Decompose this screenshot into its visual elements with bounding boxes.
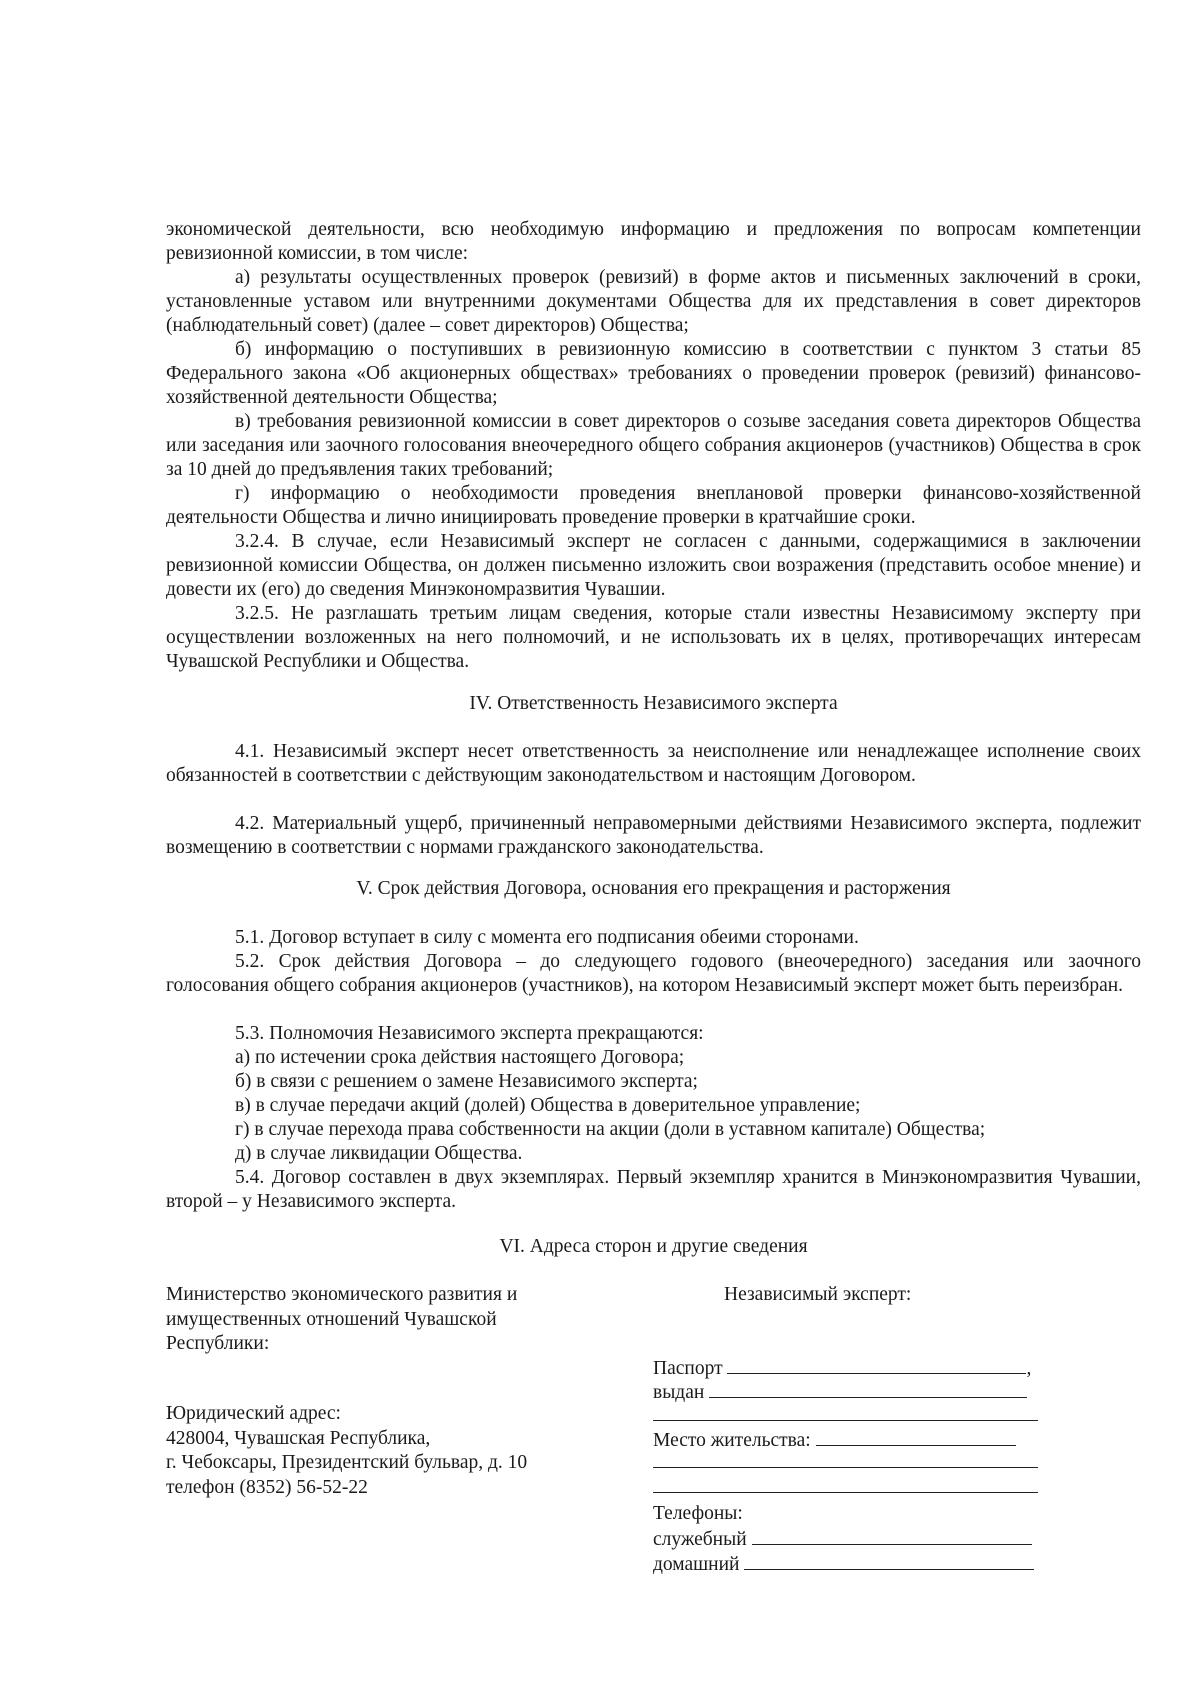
address-line1: 428004, Чувашская Республика,	[166, 1427, 431, 1449]
paragraph-3-2-4: 3.2.4. В случае, если Независимый эксперт не согласен с данными, содержащимися в заключении ревизионной комиссии Общества, он должен письменно изложить свои возражения (представить особое мнение) и довести их (его) до сведения Минэкономразвития Чувашии.	[166, 531, 1141, 600]
home-phone-label: домашний	[653, 1554, 740, 1575]
residence-row	[653, 1427, 1016, 1453]
expert-title: Независимый эксперт:	[724, 1284, 912, 1305]
paragraph-5-3: 5.3. Полномочия Независимого эксперта прекращаются:	[235, 1023, 704, 1044]
ministry-phone: телефон (8352) 56-52-22	[166, 1476, 368, 1498]
list-item-g: г) в случае перехода права собственности на акции (доли в уставном капитале) Общества;	[235, 1119, 986, 1140]
home-phone-field[interactable]	[744, 1551, 1034, 1570]
ministry-name-line3: Республики:	[166, 1333, 270, 1354]
phones-label: Телефоны:	[653, 1503, 743, 1524]
section-heading-v: V. Срок действия Договора, основания его прекращения и расторжения	[356, 878, 951, 899]
paragraph-4-1: 4.1. Независимый эксперт несет ответственность за неисполнение или ненадлежащее исполнение своих обязанностей в соответствии с действующим законодательством и настоящим Договором.	[166, 741, 1141, 786]
ministry-block	[166, 1283, 606, 1357]
list-item-d: д) в случае ликвидации Общества.	[235, 1143, 523, 1164]
work-phone-field[interactable]	[752, 1526, 1032, 1545]
section-heading-vi: VI. Адреса сторон и другие сведения	[499, 1236, 808, 1257]
ministry-address-block	[166, 1402, 606, 1500]
issued-label: выдан	[653, 1382, 705, 1403]
residence-label: Место жительства:	[653, 1430, 811, 1451]
paragraph-item-a: а) результаты осуществленных проверок (ревизий) в форме актов и письменных заключений в сроки, установленные уставом или внутренними документами Общества для их представления в совет директоров (наблюдательный совет) (далее – совет директоров) Общества;	[166, 267, 1141, 336]
residence-field-line3[interactable]	[653, 1492, 1038, 1493]
issued-field-continuation[interactable]	[653, 1420, 1038, 1421]
work-phone-label: служебный	[653, 1529, 747, 1550]
list-item-v: в) в случае передачи акций (долей) Общества в доверительное управление;	[235, 1095, 861, 1116]
paragraph-3-2-5: 3.2.5. Не разглашать третьим лицам сведения, которые стали известны Независимому эксперту при осуществлении возложенных на него полномочий, и не использовать их в целях, противоречащих интересам Чувашской Республики и Общества.	[166, 603, 1141, 672]
paragraph-4-2: 4.2. Материальный ущерб, причиненный неправомерными действиями Независимого эксперта, подлежит возмещению в соответствии с нормами гражданского законодательства.	[166, 813, 1141, 858]
paragraph-item-v: в) требования ревизионной комиссии в совет директоров о созыве заседания совета директоров Общества или заседания или заочного голосования внеочередного общего собрания акционеров (участников) Общества в срок за 10 дней до предъявления таких требований;	[166, 411, 1141, 480]
passport-row	[653, 1355, 1031, 1381]
list-item-a: а) по истечении срока действия настоящего Договора;	[235, 1047, 685, 1068]
ministry-name-line2: имущественных отношений Чувашской	[166, 1308, 497, 1330]
passport-label: Паспорт	[653, 1358, 723, 1379]
paragraph-5-2: 5.2. Срок действия Договора – до следующего годового (внеочередного) заседания или заочного голосования общего собрания акционеров (участников), на котором Независимый эксперт может быть переизбран.	[166, 951, 1141, 996]
paragraph-intro: экономической деятельности, всю необходимую информацию и предложения по вопросам компетенции ревизионной комиссии, в том числе:	[166, 219, 1141, 264]
residence-field-line2[interactable]	[653, 1467, 1038, 1468]
section-heading-iv: IV. Ответственность Независимого эксперта	[469, 693, 838, 714]
issued-row	[653, 1379, 1027, 1405]
address-line2: г. Чебоксары, Президентский бульвар, д. 10	[166, 1452, 528, 1473]
address-label: Юридический адрес:	[166, 1403, 341, 1424]
list-item-b: б) в связи с решением о замене Независимого эксперта;	[235, 1071, 698, 1092]
paragraph-item-g: г) информацию о необходимости проведения внеплановой проверки финансово-хозяйственной деятельности Общества и лично инициировать проведение проверки в кратчайшие сроки.	[166, 483, 1141, 528]
passport-comma: ,	[1026, 1358, 1032, 1379]
issued-field[interactable]	[709, 1379, 1027, 1398]
paragraph-item-b: б) информацию о поступивших в ревизионную комиссию в соответствии с пунктом 3 статьи 85 Федерального закона «Об акционерных обществах» требованиях о проведении проверок (ревизий) финансово-хозяйственной деятельности Общества;	[166, 339, 1141, 408]
work-phone-row	[653, 1526, 1032, 1552]
ministry-name-line1: Министерство экономического развития и	[166, 1284, 518, 1305]
paragraph-5-4: 5.4. Договор составлен в двух экземплярах. Первый экземпляр хранится в Минэкономразвития Чувашии, второй – у Независимого эксперта.	[166, 1167, 1141, 1212]
paragraph-5-1: 5.1. Договор вступает в силу с момента его подписания обеими сторонами.	[235, 927, 859, 948]
home-phone-row	[653, 1551, 1034, 1577]
residence-field[interactable]	[816, 1427, 1016, 1446]
passport-field[interactable]	[727, 1355, 1026, 1374]
